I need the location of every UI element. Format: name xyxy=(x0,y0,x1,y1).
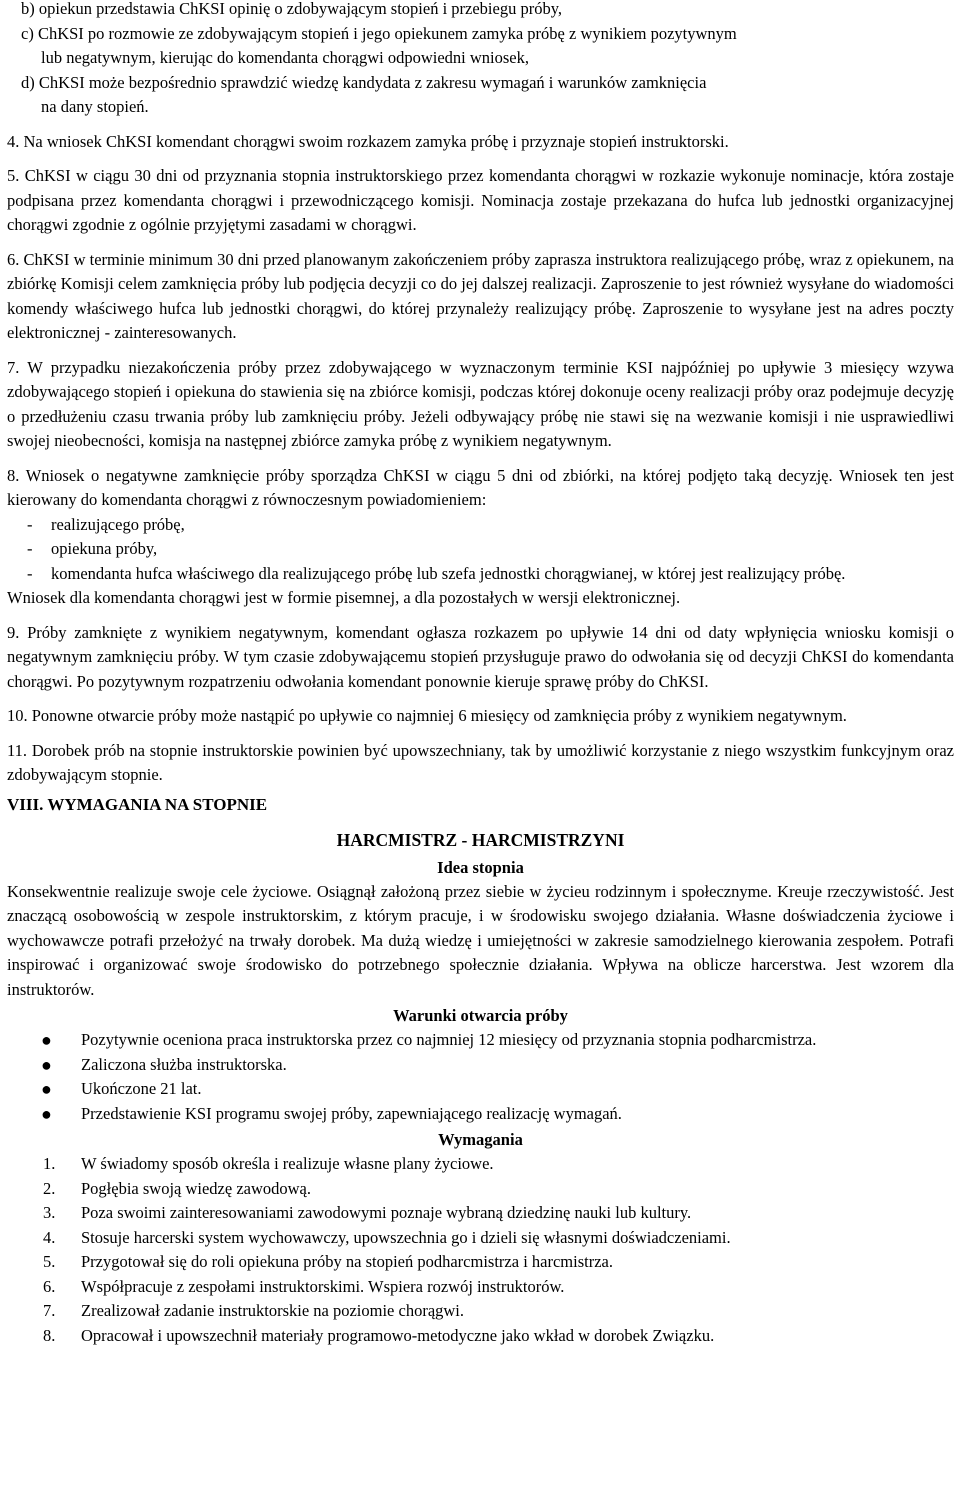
paragraph-6: 6. ChKSI w terminie minimum 30 dni przed planowanym zakończeniem próby zaprasza instruktora realizującego próbę, wraz z opiekunem, na zbiórkę Komisji celem zamknięcia próby lub podjęcia decyzji co do jej dalszej realizacji. Zaproszenie to jest również wysyłane do wiadomości komendy właściwego hufca lub jednostki chorągwi, do której przynależy realizujący próbę. Zaproszenie to wysyłane jest na adres poczty elektronicznej - zainteresowanych. xyxy=(7,249,954,342)
bullet-icon: ● xyxy=(41,1030,52,1050)
list-item: 4. Stosuje harcerski system wychowawczy, upowszechnia go i dzieli się własnymi doświadczeniami. xyxy=(43,1227,731,1247)
list-item: ● Ukończone 21 lat. xyxy=(7,1077,954,1102)
list-item: - komendanta hufca właściwego dla realizującego próbę lub szefa jednostki chorągwianej, w której jest realizujący próbę. xyxy=(27,563,846,583)
idea-heading: Idea stopnia xyxy=(437,857,524,877)
list-item: 7. Zrealizował zadanie instruktorskie na poziomie chorągwi. xyxy=(43,1301,465,1320)
substep-c: c) ChKSI po rozmowie ze zdobywającym stopień i jego opiekunem zamyka próbę z wynikiem pozytywnym xyxy=(21,23,737,43)
paragraph-8: 8. Wniosek o negatywne zamknięcie próby sporządza ChKSI w ciągu 5 dni od zbiórki, na której podjęto taką decyzję. Wniosek ten jest kierowany do komendanta chorągwi z równoczesnym powiadomieniem: xyxy=(7,465,954,509)
list-item: ● Zaliczona służba instruktorska. xyxy=(7,1053,954,1078)
list-item: - opiekuna próby, xyxy=(27,539,158,558)
bullet-icon: ● xyxy=(41,1054,52,1075)
notification-list xyxy=(7,513,954,587)
substep-d-continuation: na dany stopień. xyxy=(41,97,149,116)
list-item: 6. Współpracuje z zespołami instruktorskimi. Wspiera rozwój instruktorów. xyxy=(43,1276,565,1296)
procedure-substeps xyxy=(7,0,954,120)
list-item: ● Przedstawienie KSI programu swojej próby, zapewniającego realizację wymagań. xyxy=(7,1102,954,1127)
substep-b: b) opiekun przedstawia ChKSI opinię o zdobywającym stopień i przebiegu próby, xyxy=(21,0,563,18)
list-item: 8. Opracował i upowszechnił materiały programowo-metodyczne jako wkład w dorobek Związku. xyxy=(43,1325,715,1345)
paragraph-7: 7. W przypadku niezakończenia próby przez zdobywającego w wyznaczonym terminie KSI najpóźniej po upływie 3 miesięcy wzywa zdobywającego stopień i opiekuna do stawienia się na zbiórce komisji, podczas której dokonuje oceny realizacji próby oraz podejmuje decyzję o przedłużeniu czasu trwania próby lub zamknięciu próby. Jeżeli odbywający próbę nie stawi się na wezwanie komisji i nie usprawiedliwi swojej nieobecności, komisja na następnej zbiórce zamyka próbę z wynikiem negatywnym. xyxy=(7,357,954,450)
substep-d: d) ChKSI może bezpośrednio sprawdzić wiedzę kandydata z zakresu wymagań i warunków zamknięcia xyxy=(21,72,707,92)
paragraph-10: 10. Ponowne otwarcie próby może nastąpić po upływie co najmniej 6 miesięcy od zamknięcia próby z wynikiem negatywnym. xyxy=(7,706,847,725)
paragraph-9: 9. Próby zamknięte z wynikiem negatywnym, komendant ogłasza rozkazem po upływie 14 dni od daty wpłynięcia wniosku komisji o negatywnym zamknięciu próby. W tym czasie zdobywającemu stopień przysługuje prawo do odwołania się od decyzji ChKSI do komendanta chorągwi. Po pozytywnym rozpatrzeniu odwołania komendant ponownie kieruje sprawę próby do ChKSI. xyxy=(7,622,954,691)
paragraph-5: 5. ChKSI w ciągu 30 dni od przyznania stopnia instruktorskiego przez komendanta chorągwi w rozkazie wykonuje nominacje, która zostaje podpisana przez komendanta chorągwi i przewodniczącego komisji. Nominacja zostaje przekazana do hufca lub jednostki organizacyjnej chorągwi zgodnie z ogólnie przyjętymi zasadami w chorągwi. xyxy=(7,166,954,234)
list-item: 2. Pogłębia swoją wiedzę zawodową. xyxy=(43,1178,312,1198)
grade-title: HARCMISTRZ - HARCMISTRZYNI xyxy=(336,829,625,850)
list-item: 3. Poza swoimi zainteresowaniami zawodowymi poznaje wybraną dziedzinę nauki lub kultury. xyxy=(43,1203,692,1222)
conditions-heading: Warunki otwarcia próby xyxy=(393,1006,568,1025)
list-item: 5. Przygotował się do roli opiekuna próby na stopień podharcmistrza i harcmistrza. xyxy=(43,1252,613,1271)
bullet-icon: ● xyxy=(41,1103,52,1124)
section-title: VIII. WYMAGANIA NA STOPNIE xyxy=(7,794,268,814)
list-item: 1. W świadomy sposób określa i realizuje własne plany życiowe. xyxy=(43,1154,494,1173)
list-item: ● Pozytywnie oceniona praca instruktorska przez co najmniej 12 miesięcy od przyznania stopnia podharcmistrza. xyxy=(7,1028,954,1053)
idea-text: Konsekwentnie realizuje swoje cele życiowe. Osiągnął założoną przez siebie w życieu rodzinnym i społecznyme. Kreuje rzeczywistość. Jest znaczącą osobowością w zespole instruktorskim, z którym pracuje, i w środowisku swojego działania. Własne doświadczenia życiowe i wychowawcze potrafi przełożyć na trwały dorobek. Ma dużą wiedzę i umiejętności w zakresie samodzielnego kierowania zespołem. Potrafi inspirować i organizować swoje środowisko do potrzebnego społecznie działania. Wpływa na oblicze harcerstwa. Jest wzorem dla instruktorów. xyxy=(7,881,954,999)
conditions-list xyxy=(7,1028,954,1126)
bullet-icon: ● xyxy=(41,1079,52,1099)
paragraph-8-note: Wniosek dla komendanta chorągwi jest w formie pisemnej, a dla pozostałych w wersji elektronicznej. xyxy=(7,588,681,607)
paragraph-4: 4. Na wniosek ChKSI komendant chorągwi swoim rozkazem zamyka próbę i przyznaje stopień instruktorski. xyxy=(7,131,729,151)
paragraph-11: 11. Dorobek prób na stopnie instruktorskie powinien być upowszechniany, tak by umożliwić korzystanie z niego wszystkim funkcyjnym oraz zdobywającym stopnie. xyxy=(7,740,954,784)
requirements-list xyxy=(7,1152,954,1348)
list-item: - realizującego próbę, xyxy=(27,514,185,534)
requirements-heading: Wymagania xyxy=(438,1130,523,1149)
substep-c-continuation: lub negatywnym, kierując do komendanta chorągwi odpowiedni wniosek, xyxy=(41,48,530,67)
